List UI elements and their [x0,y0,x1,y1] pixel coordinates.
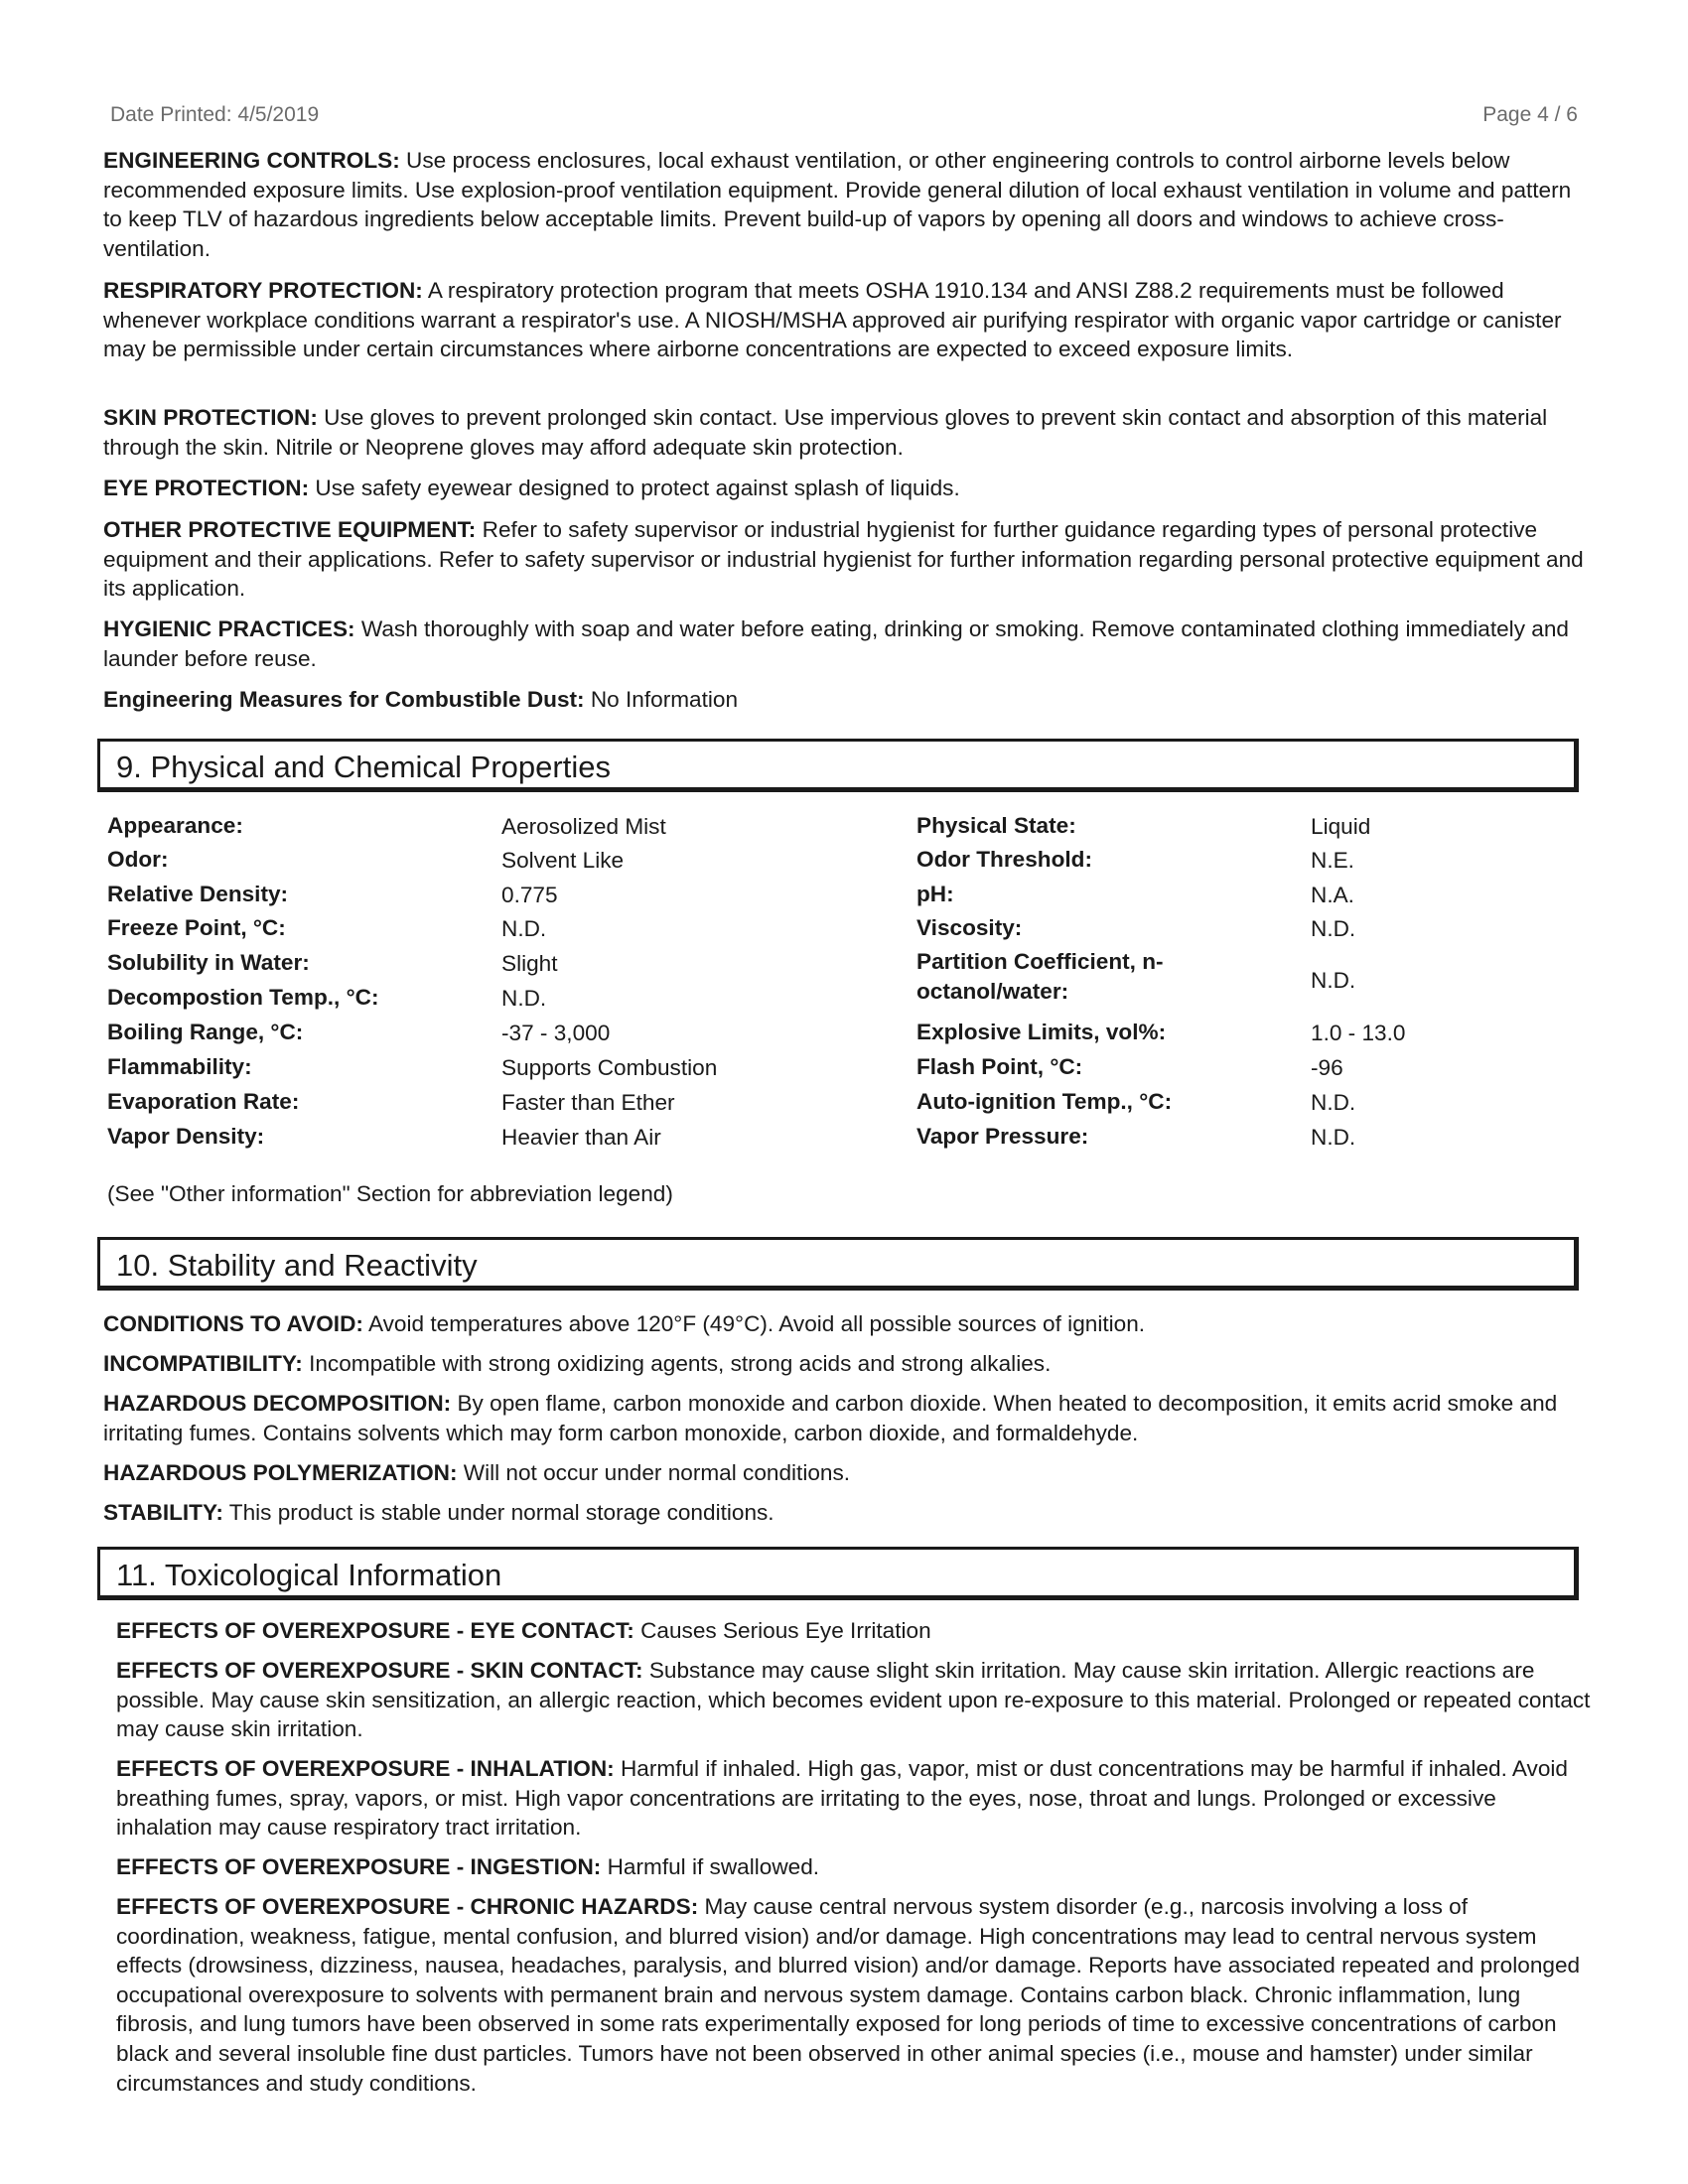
property-label: Boiling Range, °C: [107,1020,304,1044]
section-10-header [97,1237,1579,1291]
incompatibility [103,1349,1593,1379]
property-value: -37 - 3,000 [501,1021,611,1045]
para-text: Use gloves to prevent prolonged skin contact. Use impervious gloves to prevent skin contact and absorption of this material through the skin. Nitrile or Neoprene gloves may afford adequate skin protection. [103,405,1548,460]
property-value: N.D. [1311,916,1356,941]
para-label: CONDITIONS TO AVOID: [103,1311,363,1336]
para-label: INCOMPATIBILITY: [103,1351,303,1376]
para-text: Causes Serious Eye Irritation [633,1618,931,1643]
property-value: Heavier than Air [501,1125,661,1150]
other-protective-equipment [103,515,1593,604]
para-label: HAZARDOUS POLYMERIZATION: [103,1460,458,1485]
stability [103,1498,1593,1528]
property-value: Supports Combustion [501,1055,718,1080]
property-label: Viscosity: [916,915,1023,940]
para-text: This product is stable under normal storage conditions. [222,1500,774,1525]
property-value: 0.775 [501,883,558,907]
skin-protection [103,403,1593,462]
property-label: Evaporation Rate: [107,1089,300,1114]
conditions-to-avoid [103,1309,1593,1339]
para-label: ENGINEERING CONTROLS: [103,148,400,173]
combustible-dust-measures [103,685,1593,715]
section-title: 10. Stability and Reactivity [116,1248,478,1283]
property-value: N.D. [1311,968,1356,993]
property-value: 1.0 - 13.0 [1311,1021,1406,1045]
section-11-header [97,1547,1579,1600]
para-text: Refer to safety supervisor or industrial hygienist for further guidance regarding types of personal protective equipment and their applications. Refer to safety supervisor or industrial hygienist for further information regarding personal protective equipment and its application. [103,517,1584,602]
para-text: Incompatible with strong oxidizing agents, strong acids and strong alkalies. [302,1351,1052,1376]
inhalation-effects [116,1754,1596,1843]
para-label: SKIN PROTECTION: [103,405,318,430]
para-label: HYGIENIC PRACTICES: [103,616,355,641]
property-value: N.D. [1311,1125,1356,1150]
property-label: Relative Density: [107,882,289,906]
property-label: Odor: [107,847,169,872]
chronic-hazards-effects [116,1892,1596,2098]
page-header [110,103,1578,131]
property-value: Faster than Ether [501,1090,675,1115]
property-label: Decompostion Temp., °C: [107,985,379,1010]
para-text: Use safety eyewear designed to protect against splash of liquids. [309,476,960,500]
hazardous-decomposition [103,1389,1593,1447]
para-label: EFFECTS OF OVEREXPOSURE - INGESTION: [116,1854,602,1879]
abbreviation-note: (See "Other information" Section for abbreviation legend) [107,1181,673,1206]
property-label: Solubility in Water: [107,950,310,975]
property-label: Auto-ignition Temp., °C: [916,1089,1173,1114]
property-label: Vapor Density: [107,1124,265,1149]
property-label: Physical State: [916,813,1076,838]
property-label: Partition Coefficient, n-octanol/water: [916,949,1164,1004]
property-label: Flammability: [107,1054,252,1079]
para-text: Harmful if inhaled. High gas, vapor, mist or dust concentrations may be harmful if inhaled. Avoid breathing fumes, spray, vapors, or mist. High vapor concentrations are irritating to the eyes, nose, throat and lungs. Prolonged or excessive inhalation may cause respiratory tract irritation. [116,1756,1568,1841]
ingestion-effects [116,1852,1596,1882]
property-value: N.A. [1311,883,1354,907]
property-label: Odor Threshold: [916,847,1092,872]
para-label: HAZARDOUS DECOMPOSITION: [103,1391,452,1416]
para-label: EFFECTS OF OVEREXPOSURE - CHRONIC HAZARDS: [116,1894,699,1919]
para-label: Engineering Measures for Combustible Dust: [103,687,585,712]
property-value: N.E. [1311,848,1354,873]
para-label: STABILITY: [103,1500,223,1525]
property-label: Explosive Limits, vol%: [916,1020,1167,1044]
property-value: N.D. [501,916,547,941]
para-label: RESPIRATORY PROTECTION: [103,278,423,303]
para-label: EYE PROTECTION: [103,476,310,500]
property-label: Freeze Point, °C: [107,915,286,940]
para-text: Wash thoroughly with soap and water before eating, drinking or smoking. Remove contaminated clothing immediately and launder before reuse. [103,616,1569,671]
para-text: Harmful if swallowed. [601,1854,820,1879]
para-text: Substance may cause slight skin irritation. May cause skin irritation. Allergic reactions are possible. May cause skin sensitization, an allergic reaction, which becomes evident upon re-exposure to this material. Prolonged or repeated contact may cause skin irritation. [116,1658,1591,1742]
para-label: EFFECTS OF OVEREXPOSURE - EYE CONTACT: [116,1618,634,1643]
page-number: Page 4 / 6 [1482,103,1578,126]
date-printed: Date Printed: 4/5/2019 [110,103,320,126]
hazardous-polymerization [103,1458,1593,1488]
property-value: N.D. [1311,1090,1356,1115]
para-text: By open flame, carbon monoxide and carbon dioxide. When heated to decomposition, it emits acrid smoke and irritating fumes. Contains solvents which may form carbon monoxide, carbon dioxide, and formaldehyde. [103,1391,1558,1445]
para-text: A respiratory protection program that meets OSHA 1910.134 and ANSI Z88.2 requirements must be followed whenever workplace conditions warrant a respirator's use. A NIOSH/MSHA approved air purifying respirator with organic vapor cartridge or canister may be permissible under certain circumstances where airborne concentrations are expected to exceed exposure limits. [103,278,1562,362]
property-label: pH: [916,882,954,906]
property-label: Vapor Pressure: [916,1124,1089,1149]
section-title: 9. Physical and Chemical Properties [116,750,611,784]
para-label: EFFECTS OF OVEREXPOSURE - INHALATION: [116,1756,615,1781]
property-value: Solvent Like [501,848,625,873]
property-label: Flash Point, °C: [916,1054,1083,1079]
para-text: May cause central nervous system disorder (e.g., narcosis involving a loss of coordination, weakness, fatigue, mental confusion, and blurred vision) and/or damage. High concentrations may lead to central nervous system effects (drowsiness, dizziness, nausea, headaches, paralysis, and blurred vision) and/or damage. Reports have associated repeated and prolonged occupational overexposure to solvents with permanent brain and nervous system damage. Contains carbon black. Chronic inflammation, lung fibrosis, and lung tumors have been observed in some rats experimentally exposed for long periods of time to excessive concentrations of carbon black and several insoluble fine dust particles. Tumors have not been observed in other animal species (i.e., mouse and hamster) under similar circumstances and study conditions. [116,1894,1581,2096]
section-9-header [97,739,1579,792]
engineering-controls [103,146,1593,263]
para-label: OTHER PROTECTIVE EQUIPMENT: [103,517,477,542]
property-value: Aerosolized Mist [501,814,666,839]
skin-contact-effects [116,1656,1596,1744]
eye-protection [103,474,1593,503]
respiratory-protection [103,276,1593,364]
para-text: No Information [584,687,739,712]
property-value: Liquid [1311,814,1371,839]
para-label: EFFECTS OF OVEREXPOSURE - SKIN CONTACT: [116,1658,643,1683]
section-title: 11. Toxicological Information [116,1558,502,1592]
para-text: Will not occur under normal conditions. [457,1460,851,1485]
hygienic-practices [103,614,1593,673]
property-value: N.D. [501,986,547,1011]
eye-contact-effects [116,1616,1596,1646]
para-text: Avoid temperatures above 120°F (49°C). Avoid all possible sources of ignition. [362,1311,1146,1336]
property-label: Appearance: [107,813,243,838]
para-text: Use process enclosures, local exhaust ventilation, or other engineering controls to control airborne levels below recommended exposure limits. Use explosion-proof ventilation equipment. Provide general dilution of local exhaust ventilation in volume and pattern to keep TLV of hazardous ingredients below acceptable limits. Prevent build-up of vapors by opening all doors and windows to achieve cross-ventilation. [103,148,1572,261]
property-value: Slight [501,951,558,976]
property-value: -96 [1311,1055,1343,1080]
